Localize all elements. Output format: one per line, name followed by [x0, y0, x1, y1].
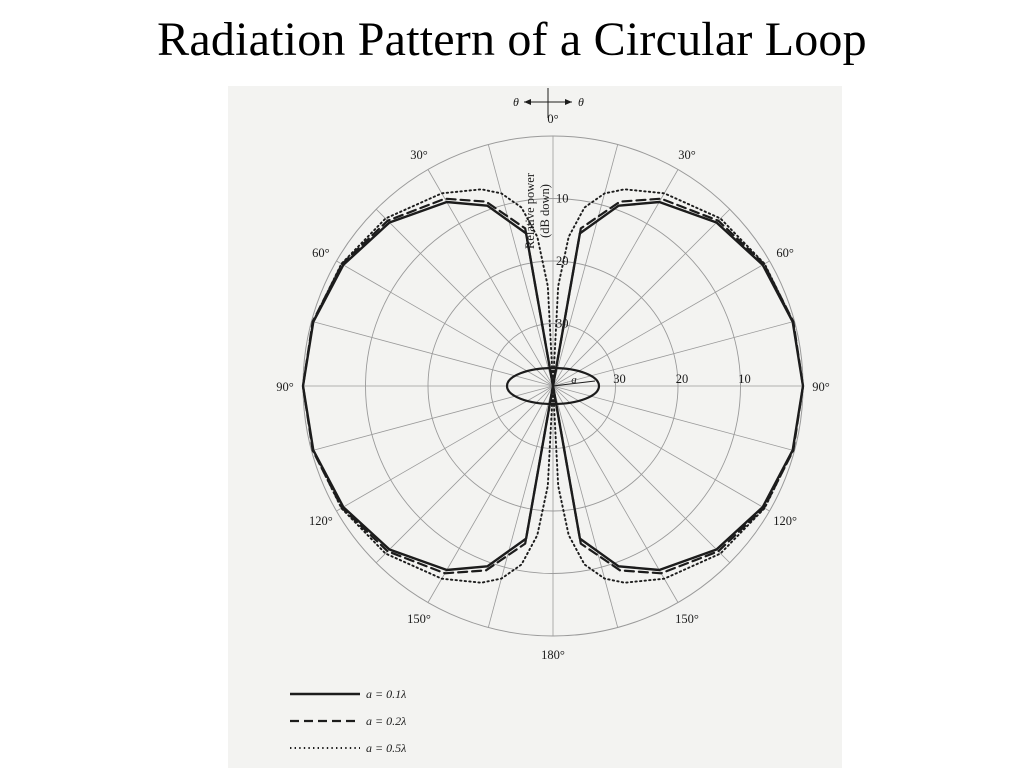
- spoke-120: [553, 386, 770, 511]
- angle-tick-label: 90°: [276, 380, 294, 394]
- theta-label-right: θ: [578, 95, 584, 109]
- angle-tick-label: 90°: [812, 380, 830, 394]
- spoke-105: [553, 386, 794, 451]
- legend-label: a = 0.1λ: [366, 687, 407, 701]
- angle-tick-label: 30°: [410, 147, 428, 162]
- spoke-75: [553, 321, 794, 386]
- legend-label: a = 0.2λ: [366, 714, 407, 728]
- angle-tick-label: 180°: [541, 648, 565, 662]
- polar-radiation-chart: [228, 86, 842, 768]
- angle-tick-label: 60°: [776, 246, 794, 260]
- angle-tick-label: 120°: [309, 514, 333, 528]
- theta-arrow-right: [565, 99, 572, 105]
- loop-radius-label: a: [571, 374, 577, 386]
- angle-tick-label: 150°: [675, 612, 699, 627]
- theta-label-left: θ: [513, 95, 519, 109]
- angle-tick-label: 150°: [407, 612, 431, 627]
- spoke-300: [336, 261, 553, 386]
- angle-tick-label: 0°: [547, 112, 559, 126]
- radial-tick-label: 30: [556, 316, 569, 331]
- theta-arrow-left: [524, 99, 531, 105]
- radial-axis-label-line1: Relative power: [523, 172, 537, 250]
- chart-legend: [290, 687, 406, 755]
- radial-tick-label: 10: [738, 372, 751, 386]
- angle-tick-label: 120°: [773, 514, 797, 528]
- spoke-60: [553, 261, 770, 386]
- legend-label: a = 0.5λ: [366, 741, 407, 755]
- page-title: Radiation Pattern of a Circular Loop: [157, 13, 867, 66]
- spoke-285: [312, 321, 553, 386]
- angle-tick-label: 60°: [312, 246, 330, 260]
- radial-tick-label: 10: [556, 191, 569, 206]
- radial-tick-label: 20: [556, 254, 569, 268]
- radial-tick-label: 20: [675, 372, 689, 386]
- radial-tick-label: 30: [613, 372, 626, 386]
- radial-axis-label-line2: (dB down): [538, 184, 552, 238]
- spoke-240: [336, 386, 553, 511]
- spoke-255: [312, 386, 553, 451]
- angle-tick-label: 30°: [678, 147, 696, 162]
